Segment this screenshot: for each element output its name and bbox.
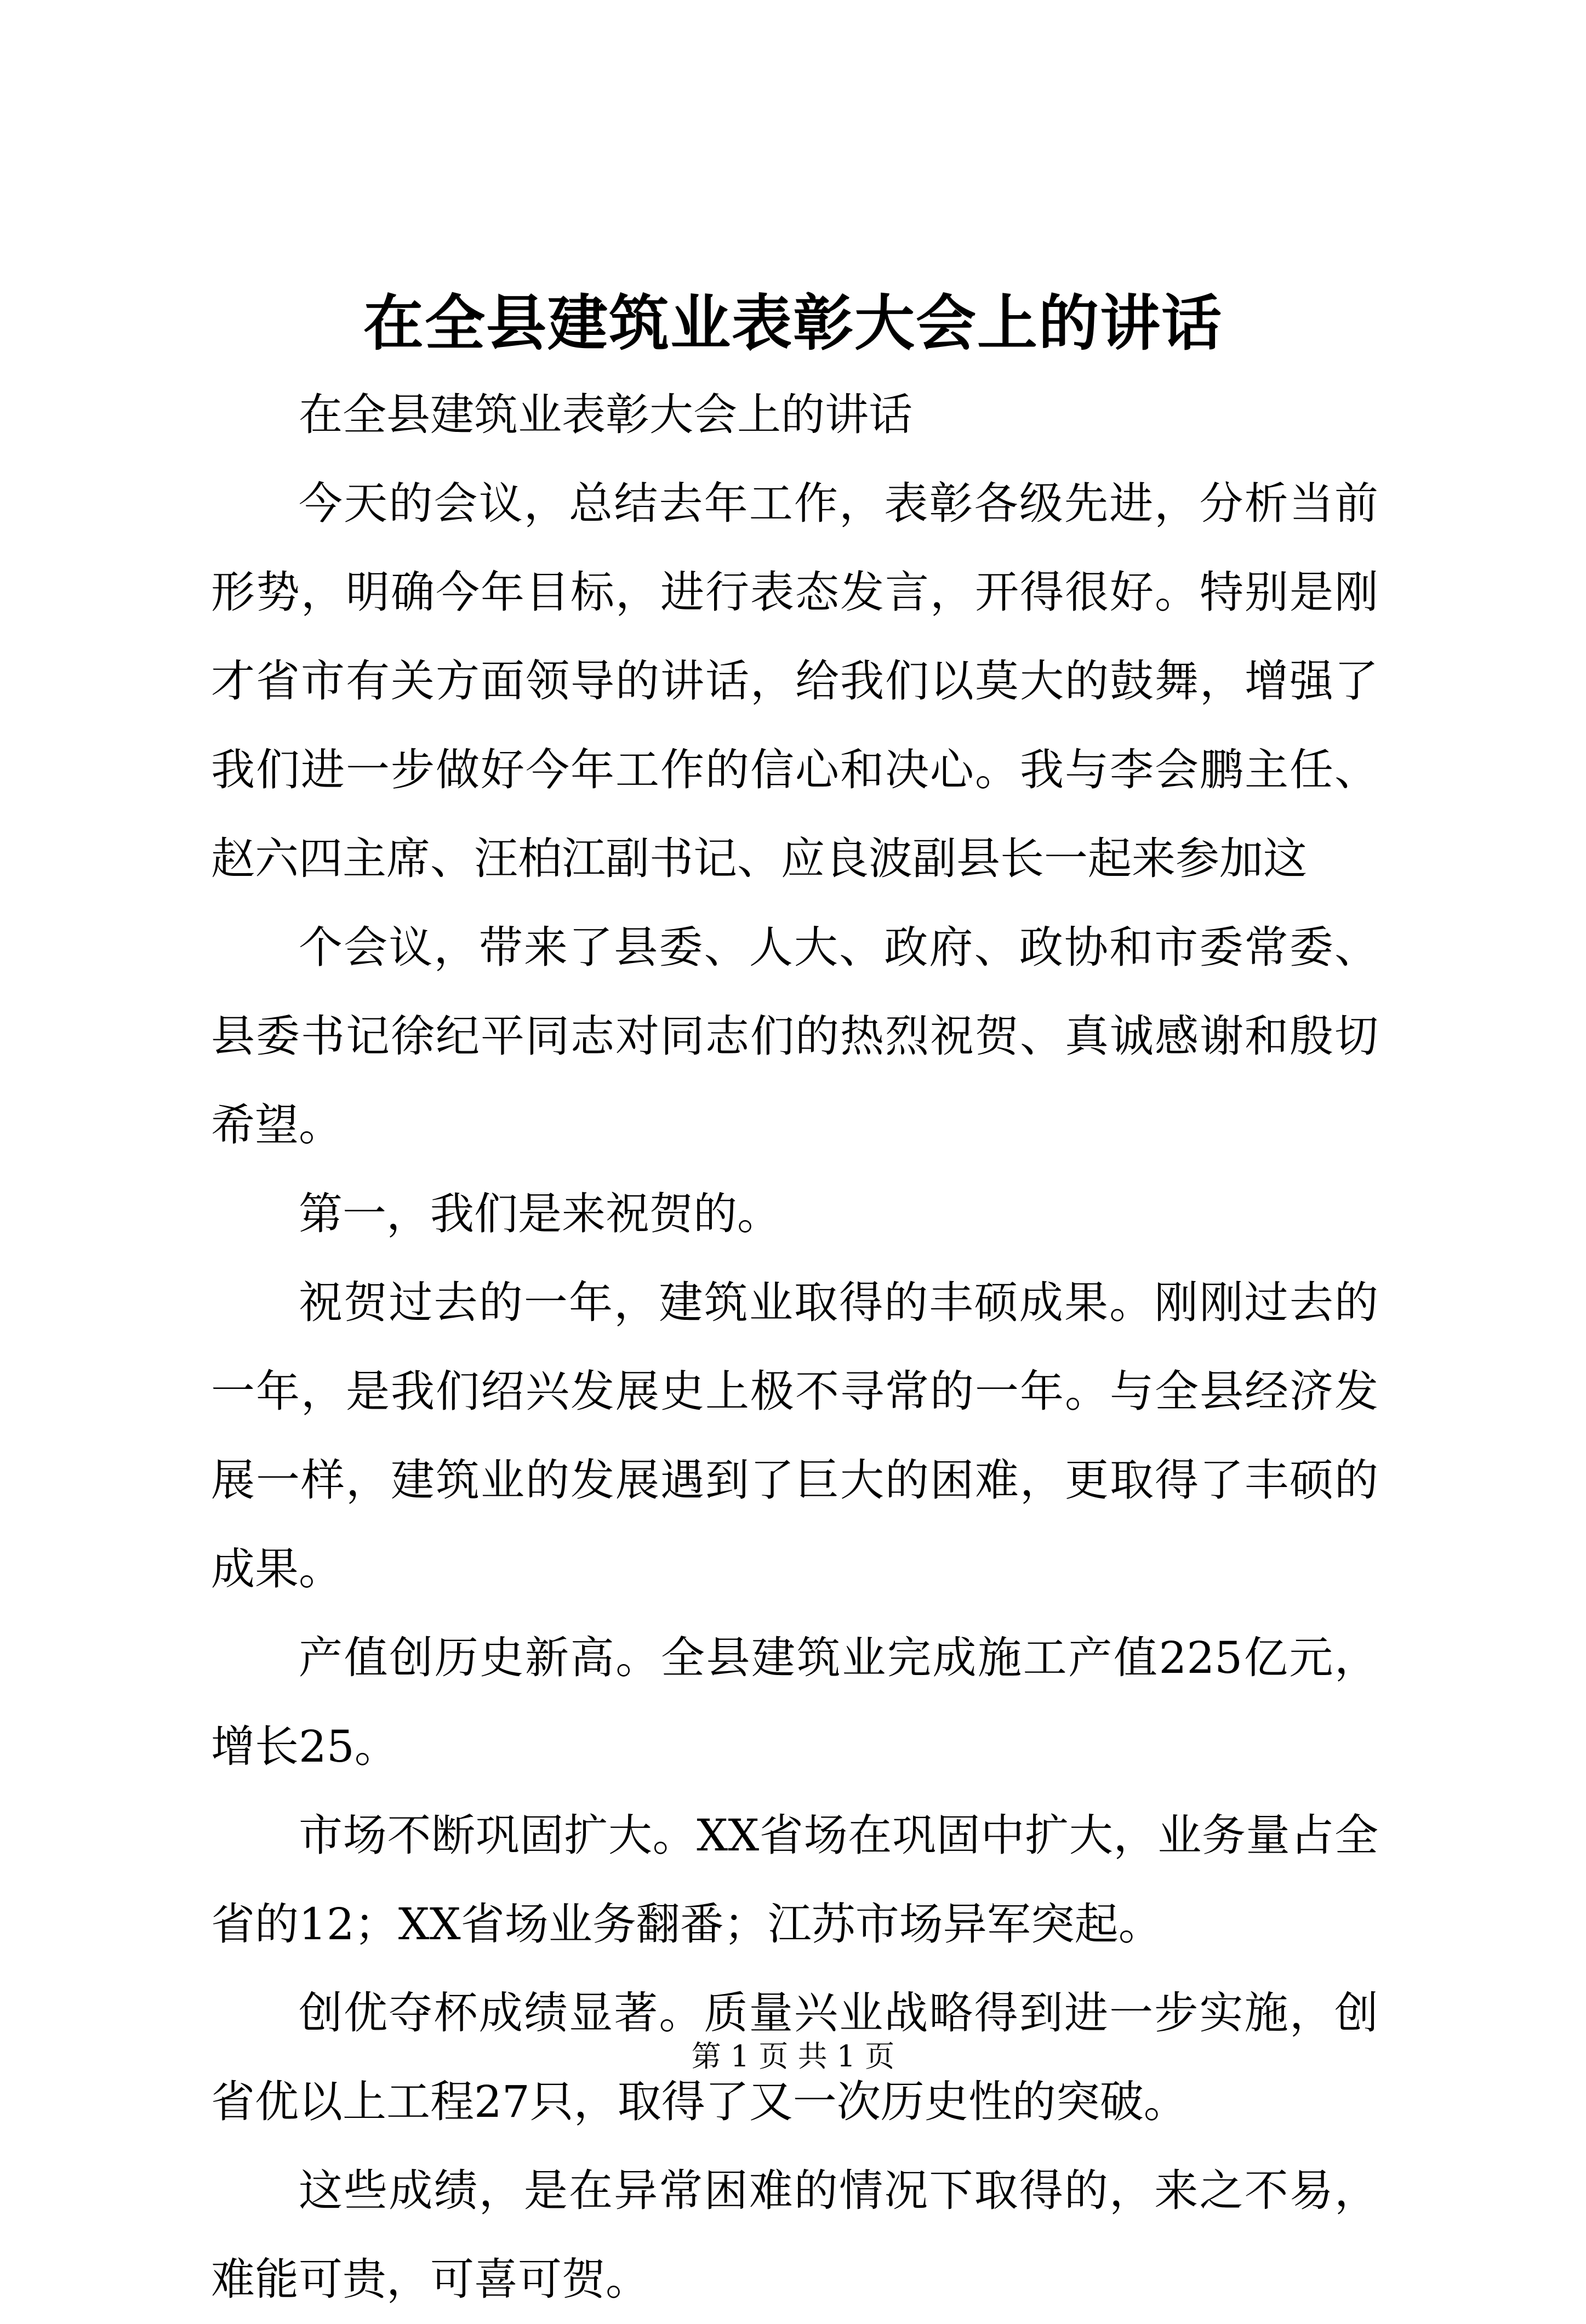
paragraph-conclusion: 这些成绩，是在异常困难的情况下取得的，来之不易，难能可贵，可喜可贺。	[211, 2165, 1378, 2305]
paragraph-output-value: 产值创历史新高。全县建筑业完成施工产值225亿元，增长25。	[211, 1632, 1378, 1772]
paragraph-quality: 创优夺杯成绩显著。质量兴业战略得到进一步实施，创省优以上工程27只，取得了又一次历史性的突破。	[211, 1987, 1378, 2127]
document-body	[211, 371, 1378, 2324]
paragraph-market: 市场不断巩固扩大。XX省场在巩固中扩大，业务量占全省的12；XX省场业务翻番；江苏市场异军突起。	[211, 1810, 1378, 1950]
page-number-footer: 第 1 页 共 1 页	[691, 2039, 895, 2074]
paragraph-subtitle: 在全县建筑业表彰大会上的讲话	[299, 389, 912, 440]
paragraph-greetings: 个会议，带来了县委、人大、政府、政协和市委常委、县委书记徐纪平同志对同志们的热烈祝贺、真诚感谢和殷切希望。	[211, 922, 1378, 1150]
document-title: 在全县建筑业表彰大会上的讲话	[363, 288, 1223, 358]
paragraph-first-point: 第一，我们是来祝贺的。	[299, 1188, 781, 1239]
paragraph-congratulation: 祝贺过去的一年，建筑业取得的丰硕成果。刚刚过去的一年，是我们绍兴发展史上极不寻常的一年。与全县经济发展一样，建筑业的发展遇到了巨大的困难，更取得了丰硕的成果。	[211, 1277, 1378, 1594]
paragraph-opening: 今天的会议，总结去年工作，表彰各级先进，分析当前形势，明确今年目标，进行表态发言，开得很好。特别是刚才省市有关方面领导的讲话，给我们以莫大的鼓舞，增强了我们进一步做好今年工作的信心和决心。我与李会鹏主任、赵六四主席、汪柏江副书记、应良波副县长一起来参加这	[211, 478, 1378, 884]
